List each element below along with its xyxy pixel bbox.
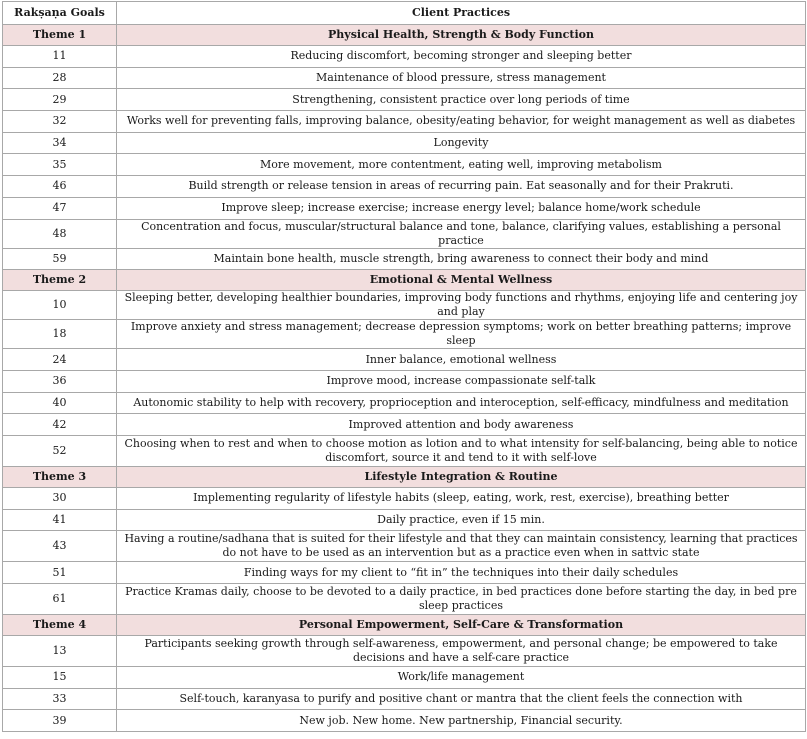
theme-label: Theme 4 [3, 615, 117, 636]
practice-text: Self-touch, karanyasa to purify and positive chant or mantra that the client feels the connection with [117, 688, 806, 710]
theme-row [3, 270, 806, 291]
goal-id: 32 [3, 111, 117, 133]
practice-text: Autonomic stability to help with recovery, proprioception and interoception, self-efficacy, mindfulness and meditation [117, 392, 806, 414]
table-row [3, 414, 806, 436]
table-row [3, 562, 806, 584]
goal-id: 43 [3, 531, 117, 562]
table-row [3, 531, 806, 562]
table-row [3, 219, 806, 248]
table-row [3, 349, 806, 371]
practice-text: Build strength or release tension in areas of recurring pain. Eat seasonally and for their Prakruti. [117, 176, 806, 198]
goal-id: 51 [3, 562, 117, 584]
practice-text: Work/life management [117, 667, 806, 689]
header-goals: Rakṣaṇa Goals [3, 2, 117, 25]
practice-text: Maintain bone health, muscle strength, bring awareness to connect their body and mind [117, 248, 806, 270]
goal-id: 52 [3, 435, 117, 466]
goal-id: 10 [3, 291, 117, 320]
goal-id: 42 [3, 414, 117, 436]
table-row [3, 176, 806, 198]
table-row [3, 89, 806, 111]
practice-text: Implementing regularity of lifestyle habits (sleep, eating, work, rest, exercise), breathing better [117, 487, 806, 509]
goal-id: 24 [3, 349, 117, 371]
goal-id: 48 [3, 219, 117, 248]
goal-id: 29 [3, 89, 117, 111]
practice-text: Longevity [117, 132, 806, 154]
theme-label: Theme 2 [3, 270, 117, 291]
practice-text: Concentration and focus, muscular/structural balance and tone, balance, clarifying values, establishing a personal practice [117, 219, 806, 248]
practice-text: Maintenance of blood pressure, stress management [117, 67, 806, 89]
table-row [3, 667, 806, 689]
goal-id: 46 [3, 176, 117, 198]
theme-title: Lifestyle Integration & Routine [117, 466, 806, 487]
goal-id: 40 [3, 392, 117, 414]
table-row [3, 710, 806, 732]
practice-text: Sleeping better, developing healthier boundaries, improving body functions and rhythms, enjoying life and centering joy and play [117, 291, 806, 320]
practice-text: Improve sleep; increase exercise; increase energy level; balance home/work schedule [117, 197, 806, 219]
practice-text: Having a routine/sadhana that is suited for their lifestyle and that they can maintain consistency, learning that practices do not have to be used as an intervention but as a practice even when in sattvic state [117, 531, 806, 562]
table-row [3, 487, 806, 509]
practice-text: Reducing discomfort, becoming stronger and sleeping better [117, 46, 806, 68]
goals-practices-table [2, 1, 806, 732]
practice-text: Daily practice, even if 15 min. [117, 509, 806, 531]
goal-id: 61 [3, 584, 117, 615]
practice-text: Improve mood, increase compassionate self-talk [117, 370, 806, 392]
table-row [3, 392, 806, 414]
theme-title: Physical Health, Strength & Body Function [117, 25, 806, 46]
table-row [3, 636, 806, 667]
table-row [3, 132, 806, 154]
practice-text: Choosing when to rest and when to choose motion as lotion and to what intensity for self-balancing, being able to notice discomfort, source it and tend to it with self-love [117, 435, 806, 466]
table-row [3, 197, 806, 219]
table-row [3, 509, 806, 531]
goal-id: 15 [3, 667, 117, 689]
theme-row [3, 615, 806, 636]
practice-text: Practice Kramas daily, choose to be devoted to a daily practice, in bed practices done before starting the day, in bed pre sleep practices [117, 584, 806, 615]
table-row [3, 584, 806, 615]
practice-text: New job. New home. New partnership, Financial security. [117, 710, 806, 732]
practice-text: Participants seeking growth through self-awareness, empowerment, and personal change; be empowered to take decisions and have a self-care practice [117, 636, 806, 667]
theme-row [3, 25, 806, 46]
goal-id: 28 [3, 67, 117, 89]
practice-text: Finding ways for my client to “fit in” the techniques into their daily schedules [117, 562, 806, 584]
theme-label: Theme 3 [3, 466, 117, 487]
goal-id: 36 [3, 370, 117, 392]
table-row [3, 111, 806, 133]
goal-id: 35 [3, 154, 117, 176]
practice-text: Strengthening, consistent practice over long periods of time [117, 89, 806, 111]
theme-label: Theme 1 [3, 25, 117, 46]
goal-id: 30 [3, 487, 117, 509]
table-row [3, 46, 806, 68]
goal-id: 59 [3, 248, 117, 270]
theme-row [3, 466, 806, 487]
goal-id: 18 [3, 320, 117, 349]
goal-id: 41 [3, 509, 117, 531]
goal-id: 33 [3, 688, 117, 710]
goal-id: 34 [3, 132, 117, 154]
table-row [3, 291, 806, 320]
table-row [3, 67, 806, 89]
goal-id: 47 [3, 197, 117, 219]
practice-text: Improved attention and body awareness [117, 414, 806, 436]
theme-title: Emotional & Mental Wellness [117, 270, 806, 291]
practice-text: More movement, more contentment, eating well, improving metabolism [117, 154, 806, 176]
header-practices: Client Practices [117, 2, 806, 25]
practice-text: Improve anxiety and stress management; decrease depression symptoms; work on better breathing patterns; improve sleep [117, 320, 806, 349]
table-row [3, 320, 806, 349]
table-row [3, 248, 806, 270]
practice-text: Inner balance, emotional wellness [117, 349, 806, 371]
table-row [3, 154, 806, 176]
goal-id: 11 [3, 46, 117, 68]
goal-id: 39 [3, 710, 117, 732]
header-row [3, 2, 806, 25]
table-row [3, 370, 806, 392]
goal-id: 13 [3, 636, 117, 667]
theme-title: Personal Empowerment, Self-Care & Transformation [117, 615, 806, 636]
practice-text: Works well for preventing falls, improving balance, obesity/eating behavior, for weight management as well as diabetes [117, 111, 806, 133]
table-row [3, 688, 806, 710]
table-row [3, 435, 806, 466]
